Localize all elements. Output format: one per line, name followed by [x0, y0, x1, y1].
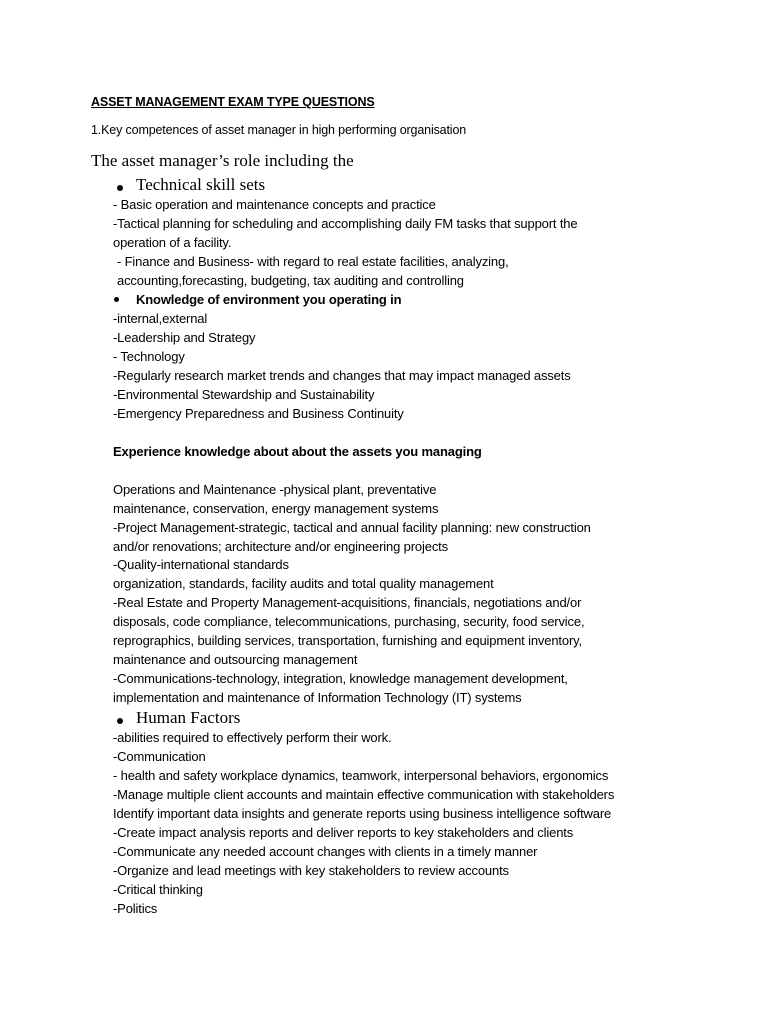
experience-line: and/or renovations; architecture and/or engineering projects: [113, 539, 448, 554]
role-heading: The asset manager’s role including the: [91, 151, 354, 170]
human-line: -Communication: [113, 749, 206, 764]
experience-line: organization, standards, facility audits and total quality management: [113, 576, 494, 591]
human-line: - health and safety workplace dynamics, teamwork, interpersonal behaviors, ergonomics: [113, 768, 609, 783]
environment-line: -internal,external: [113, 311, 208, 326]
environment-line: -Environmental Stewardship and Sustainability: [113, 387, 375, 402]
technical-line: - Finance and Business- with regard to real estate facilities, analyzing,: [117, 254, 509, 269]
human-line: -Manage multiple client accounts and maintain effective communication with stakeholders: [113, 787, 615, 802]
environment-heading: Knowledge of environment you operating in: [136, 292, 402, 307]
bullet-human: [117, 718, 123, 724]
technical-line: -Tactical planning for scheduling and accomplishing daily FM tasks that support the: [113, 216, 578, 231]
experience-line: -Real Estate and Property Management-acquisitions, financials, negotiations and/or: [113, 595, 582, 610]
technical-line: accounting,forecasting, budgeting, tax auditing and controlling: [117, 273, 464, 288]
human-heading: Human Factors: [136, 708, 241, 727]
question-1: 1.Key competences of asset manager in high performing organisation: [91, 123, 467, 137]
experience-line: maintenance and outsourcing management: [113, 652, 358, 667]
experience-line: reprographics, building services, transportation, furnishing and equipment inventory,: [113, 633, 582, 648]
technical-line: operation of a facility.: [113, 235, 232, 250]
bullet-technical: [117, 185, 123, 191]
human-line: -Organize and lead meetings with key stakeholders to review accounts: [113, 863, 509, 878]
bullet-icon: [114, 297, 119, 302]
experience-line: implementation and maintenance of Information Technology (IT) systems: [113, 690, 522, 705]
environment-line: -Leadership and Strategy: [113, 330, 256, 345]
environment-line: - Technology: [113, 349, 185, 364]
human-line: -Communicate any needed account changes with clients in a timely manner: [113, 844, 538, 859]
experience-line: disposals, code compliance, telecommunications, purchasing, security, food service,: [113, 614, 585, 629]
human-line: -Create impact analysis reports and deliver reports to key stakeholders and clients: [113, 825, 574, 840]
technical-line: - Basic operation and maintenance concepts and practice: [113, 197, 436, 212]
human-line: -abilities required to effectively perform their work.: [113, 730, 392, 745]
experience-line: Operations and Maintenance -physical plant, preventative: [113, 482, 437, 497]
experience-line: -Quality-international standards: [113, 557, 289, 572]
human-line: Identify important data insights and generate reports using business intelligence software: [113, 806, 612, 821]
environment-line: -Emergency Preparedness and Business Continuity: [113, 406, 404, 421]
bullet-environment: [114, 297, 119, 302]
experience-heading: Experience knowledge about about the assets you managing: [113, 444, 482, 459]
document-title: ASSET MANAGEMENT EXAM TYPE QUESTIONS: [91, 95, 375, 109]
experience-line: -Communications-technology, integration, knowledge management development,: [113, 671, 568, 686]
experience-line: -Project Management-strategic, tactical and annual facility planning: new construction: [113, 520, 591, 535]
human-line: -Politics: [113, 901, 158, 916]
technical-heading: Technical skill sets: [136, 175, 266, 194]
human-line: -Critical thinking: [113, 882, 203, 897]
experience-line: maintenance, conservation, energy management systems: [113, 501, 439, 516]
bullet-icon: [117, 185, 123, 191]
environment-line: -Regularly research market trends and changes that may impact managed assets: [113, 368, 571, 383]
bullet-icon: [117, 718, 123, 724]
